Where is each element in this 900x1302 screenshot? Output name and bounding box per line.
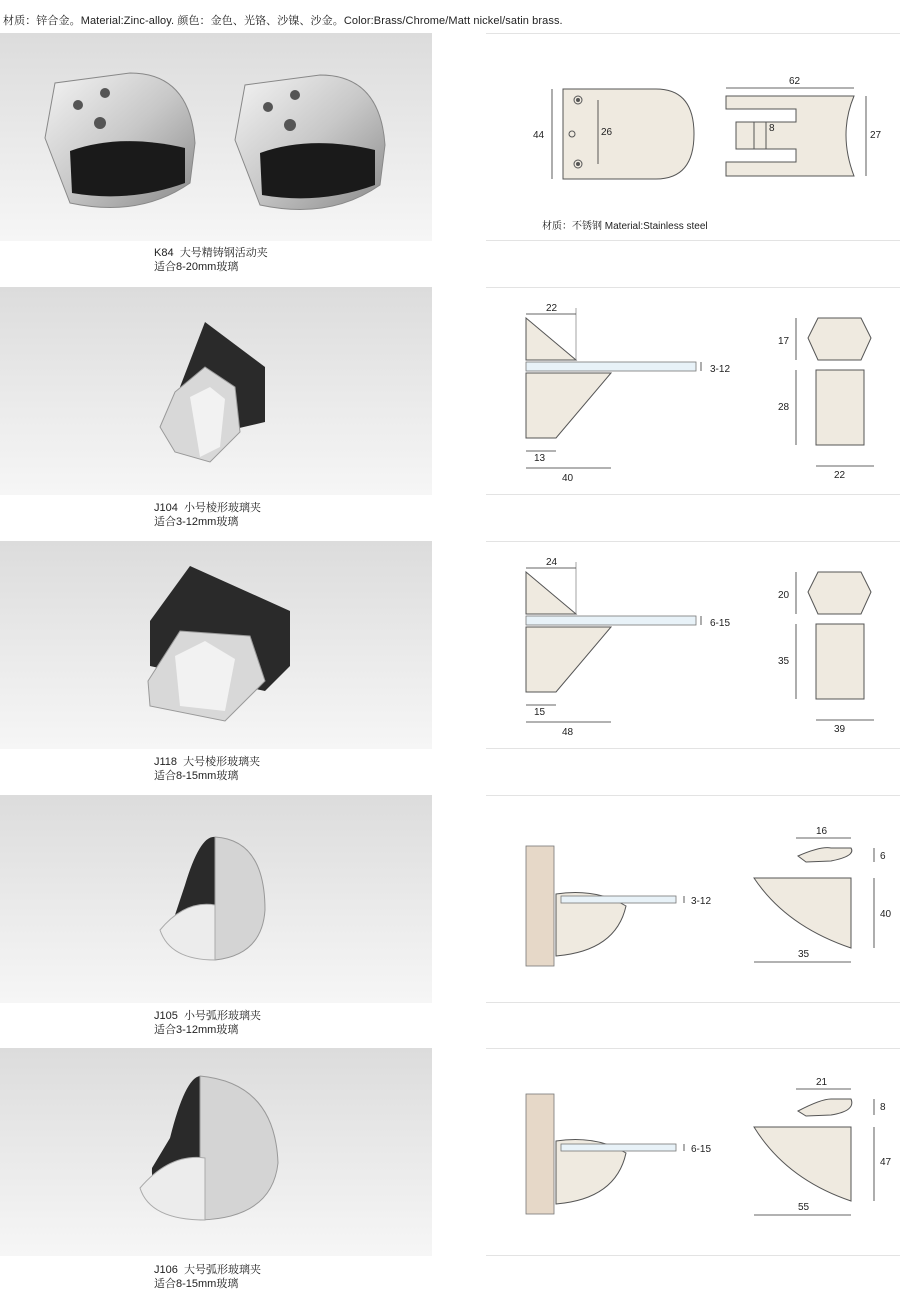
product-name: 大号精铸钢活动夹: [179, 247, 268, 259]
product-fit: 适合3-12mm玻璃: [154, 516, 239, 528]
product-fit: 适合3-12mm玻璃: [154, 1024, 239, 1036]
dim-k84-hole-spacing: 26: [601, 127, 613, 138]
product-code: K84: [154, 247, 174, 259]
drawing-panel-j105: [486, 795, 900, 1003]
product-fit: 适合8-15mm玻璃: [154, 770, 239, 782]
dim-j104-top: 22: [546, 303, 558, 314]
dim-k84-length: 62: [789, 76, 801, 87]
drawing-panel-j118: [486, 541, 900, 749]
product-fit: 适合8-20mm玻璃: [154, 261, 239, 273]
dim-j104-width: 22: [834, 470, 846, 481]
dim-j105-glass: 3-12: [691, 896, 712, 907]
product-name: 大号弧形玻璃夹: [183, 1264, 261, 1276]
dim-j118-glass: 6-15: [710, 618, 731, 629]
dim-j104-lower-height: 28: [778, 402, 790, 413]
product-name: 小号弧形玻璃夹: [183, 1010, 261, 1022]
caption-j106: [154, 1263, 261, 1291]
product-name: 大号棱形玻璃夹: [183, 756, 261, 768]
dim-j118-bottom: 15: [534, 707, 546, 718]
product-name: 小号棱形玻璃夹: [183, 502, 261, 514]
clamp-k84-left-icon: [45, 73, 195, 208]
dim-j118-top: 24: [546, 557, 558, 568]
dim-j118-upper-height: 20: [778, 590, 790, 601]
dim-j104-length: 40: [562, 473, 574, 484]
product-code: J106: [154, 1264, 178, 1276]
dim-j105-top: 16: [816, 826, 828, 837]
dim-j118-width: 39: [834, 724, 846, 735]
caption-j105: [154, 1009, 261, 1037]
dim-j104-bottom: 13: [534, 453, 546, 464]
dim-k84-depth: 27: [870, 130, 882, 141]
drawing-panel-j104: [486, 287, 900, 495]
product-photo-j104: [0, 287, 432, 495]
clamp-j104-icon: [160, 322, 265, 462]
material-color-header: 材质：锌合金。Material:Zinc-alloy. 颜色：金色、光铬、沙镍、沙金。Color:Brass/Chrome/Matt nickel/satin brass.: [3, 15, 563, 27]
drawing-panel-k84: [486, 33, 900, 241]
clamp-j106-icon: [140, 1076, 278, 1220]
product-photo-j105: [0, 795, 432, 1003]
drawing-panel-j106: [486, 1048, 900, 1256]
dim-j106-glass: 6-15: [691, 1144, 712, 1155]
dim-j106-top: 21: [816, 1077, 828, 1088]
dim-j105-length: 35: [798, 949, 810, 960]
product-fit: 适合8-15mm玻璃: [154, 1278, 239, 1290]
dim-j105-height: 40: [880, 909, 892, 920]
dim-k84-height: 44: [533, 130, 545, 141]
caption-j118: [154, 755, 260, 783]
dim-j106-slot: 8: [880, 1102, 886, 1113]
dim-j118-length: 48: [562, 727, 574, 738]
dim-j106-length: 55: [798, 1202, 810, 1213]
dim-k84-gap: 8: [769, 123, 775, 134]
clamp-k84-right-icon: [235, 75, 385, 210]
clamp-j118-icon: [148, 566, 290, 721]
dim-j105-slot: 6: [880, 851, 886, 862]
clamp-j105-icon: [160, 837, 265, 960]
dim-j104-upper-height: 17: [778, 336, 790, 347]
dim-j106-height: 47: [880, 1157, 892, 1168]
caption-k84: [154, 246, 268, 274]
product-photo-j106: [0, 1048, 432, 1256]
product-code: J118: [154, 756, 178, 768]
dim-j118-lower-height: 35: [778, 656, 790, 667]
caption-j104: [154, 501, 261, 529]
material-note-k84: 材质：不锈钢 Material:Stainless steel: [542, 221, 708, 232]
dim-j104-glass: 3-12: [710, 364, 731, 375]
product-code: J104: [154, 502, 178, 514]
product-code: J105: [154, 1010, 178, 1022]
product-photo-k84: [0, 33, 432, 241]
product-photo-j118: [0, 541, 432, 749]
